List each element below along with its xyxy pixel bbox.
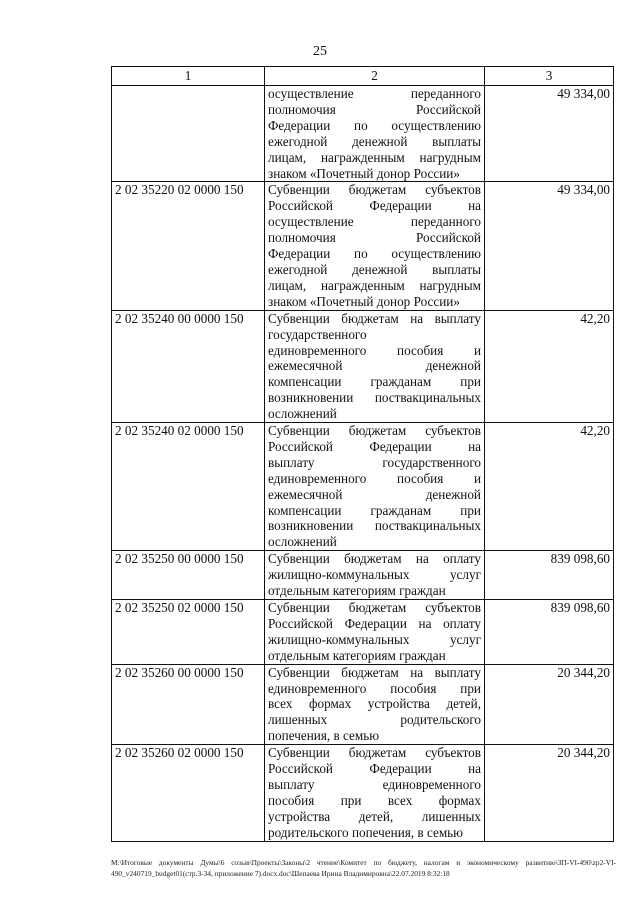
description-cell <box>265 600 485 665</box>
description-line: всех формах устройства детей, <box>268 696 481 712</box>
description-line: отдельным категориям граждан <box>268 583 446 599</box>
description-line: выплату единовременного <box>268 776 481 792</box>
table-row <box>112 86 614 182</box>
description-line: осуществление переданного <box>268 86 481 101</box>
description-line: Федерации по осуществлению <box>268 117 481 133</box>
description-line: лицам, награжденным нагрудным <box>268 277 481 293</box>
description-line: Субвенции бюджетам на выплату <box>268 664 481 680</box>
budget-code-cell: 2 02 35220 02 0000 150 <box>112 182 265 310</box>
amount-cell: 42,20 <box>485 310 614 422</box>
description-line: единовременного пособия и <box>268 342 481 358</box>
page-number: 25 <box>313 44 327 59</box>
column-header-3: 3 <box>485 67 614 86</box>
table-row <box>112 182 614 310</box>
description-line: возникновении поствакцинальных <box>268 518 481 534</box>
description-line: Федерации по осуществлению <box>268 246 481 262</box>
description-line: осложнений <box>268 534 337 550</box>
description-cell <box>265 745 485 841</box>
description-line: знаком «Почетный донор России» <box>268 165 460 181</box>
description-line: компенсации гражданам при <box>268 502 481 518</box>
description-line: попечения, в семью <box>268 728 380 744</box>
description-line: отдельным категориям граждан <box>268 647 446 663</box>
description-line: ежемесячной денежной <box>268 486 481 502</box>
budget-code-cell: 2 02 35250 00 0000 150 <box>112 551 265 600</box>
column-header-2: 2 <box>265 67 485 86</box>
description-line: лишенных родительского <box>268 712 481 728</box>
description-line: осложнений <box>268 406 337 422</box>
description-line: компенсации гражданам при <box>268 374 481 390</box>
description-line: единовременного пособия при <box>268 680 481 696</box>
table-row <box>112 745 614 841</box>
amount-cell: 839 098,60 <box>485 551 614 600</box>
budget-code-cell: 2 02 35260 02 0000 150 <box>112 745 265 841</box>
description-line: жилищно-коммунальных услуг <box>268 567 481 583</box>
description-line: Субвенции бюджетам субъектов <box>268 600 481 615</box>
description-line: единовременного пособия и <box>268 470 481 486</box>
table-row <box>112 600 614 665</box>
table-row <box>112 310 614 422</box>
amount-cell: 20 344,20 <box>485 664 614 745</box>
budget-code-cell: 2 02 35260 00 0000 150 <box>112 664 265 745</box>
description-cell <box>265 551 485 600</box>
description-cell <box>265 182 485 310</box>
description-line: ежегодной денежной выплаты <box>268 261 481 277</box>
budget-code-cell: 2 02 35240 00 0000 150 <box>112 310 265 422</box>
budget-code-cell: 2 02 35240 02 0000 150 <box>112 423 265 551</box>
amount-cell: 42,20 <box>485 423 614 551</box>
footer-line-1: М:\Итоговые документы Думы\6 созыв\Проекты\Законы\2 чтение\Комитет по бюджету, налогам и экономическому развитию\ЗП-VI-490\zp2-VI- <box>111 858 616 867</box>
description-line: знаком «Почетный донор России» <box>268 293 460 309</box>
description-line: Российской Федерации на оплату <box>268 615 481 631</box>
description-cell <box>265 310 485 422</box>
description-line: Субвенции бюджетам на выплату <box>268 310 481 326</box>
description-line: жилищно-коммунальных услуг <box>268 631 481 647</box>
description-line: возникновении поствакцинальных <box>268 390 481 406</box>
description-cell <box>265 86 485 182</box>
document-footer-path <box>111 857 616 879</box>
budget-code-cell <box>112 86 265 182</box>
description-line: осуществление переданного <box>268 214 481 230</box>
description-line: полномочия Российской <box>268 101 481 117</box>
description-line: Субвенции бюджетам субъектов <box>268 182 481 198</box>
table-row <box>112 664 614 745</box>
description-cell <box>265 423 485 551</box>
column-header-1: 1 <box>112 67 265 86</box>
description-line: ежегодной денежной выплаты <box>268 133 481 149</box>
amount-cell: 20 344,20 <box>485 745 614 841</box>
table-header-row <box>112 67 614 86</box>
description-line: устройства детей, лишенных <box>268 808 481 824</box>
table-row <box>112 551 614 600</box>
description-line: родительского попечения, в семью <box>268 824 464 840</box>
description-line: Российской Федерации на <box>268 438 481 454</box>
amount-cell: 49 334,00 <box>485 182 614 310</box>
table-row <box>112 423 614 551</box>
description-line: Субвенции бюджетам на оплату <box>268 551 481 567</box>
description-line: пособия при всех формах <box>268 792 481 808</box>
budget-table <box>111 66 614 842</box>
description-line: полномочия Российской <box>268 230 481 246</box>
description-line: Российской Федерации на <box>268 761 481 777</box>
footer-line-2: 490_v240719_budget01(стр.3-34, приложение 7).docx.doc\Шепаева Ирина Владимировна\22.07.2019 8:32:18 <box>111 869 450 878</box>
description-line: Субвенции бюджетам субъектов <box>268 423 481 439</box>
budget-code-cell: 2 02 35250 02 0000 150 <box>112 600 265 665</box>
description-line: ежемесячной денежной <box>268 358 481 374</box>
description-line: лицам, награжденным нагрудным <box>268 149 481 165</box>
description-line: Субвенции бюджетам субъектов <box>268 745 481 761</box>
amount-cell: 839 098,60 <box>485 600 614 665</box>
description-line: Российской Федерации на <box>268 198 481 214</box>
amount-cell: 49 334,00 <box>485 86 614 182</box>
description-line: государственного <box>268 326 367 342</box>
description-cell <box>265 664 485 745</box>
description-line: выплату государственного <box>268 454 481 470</box>
